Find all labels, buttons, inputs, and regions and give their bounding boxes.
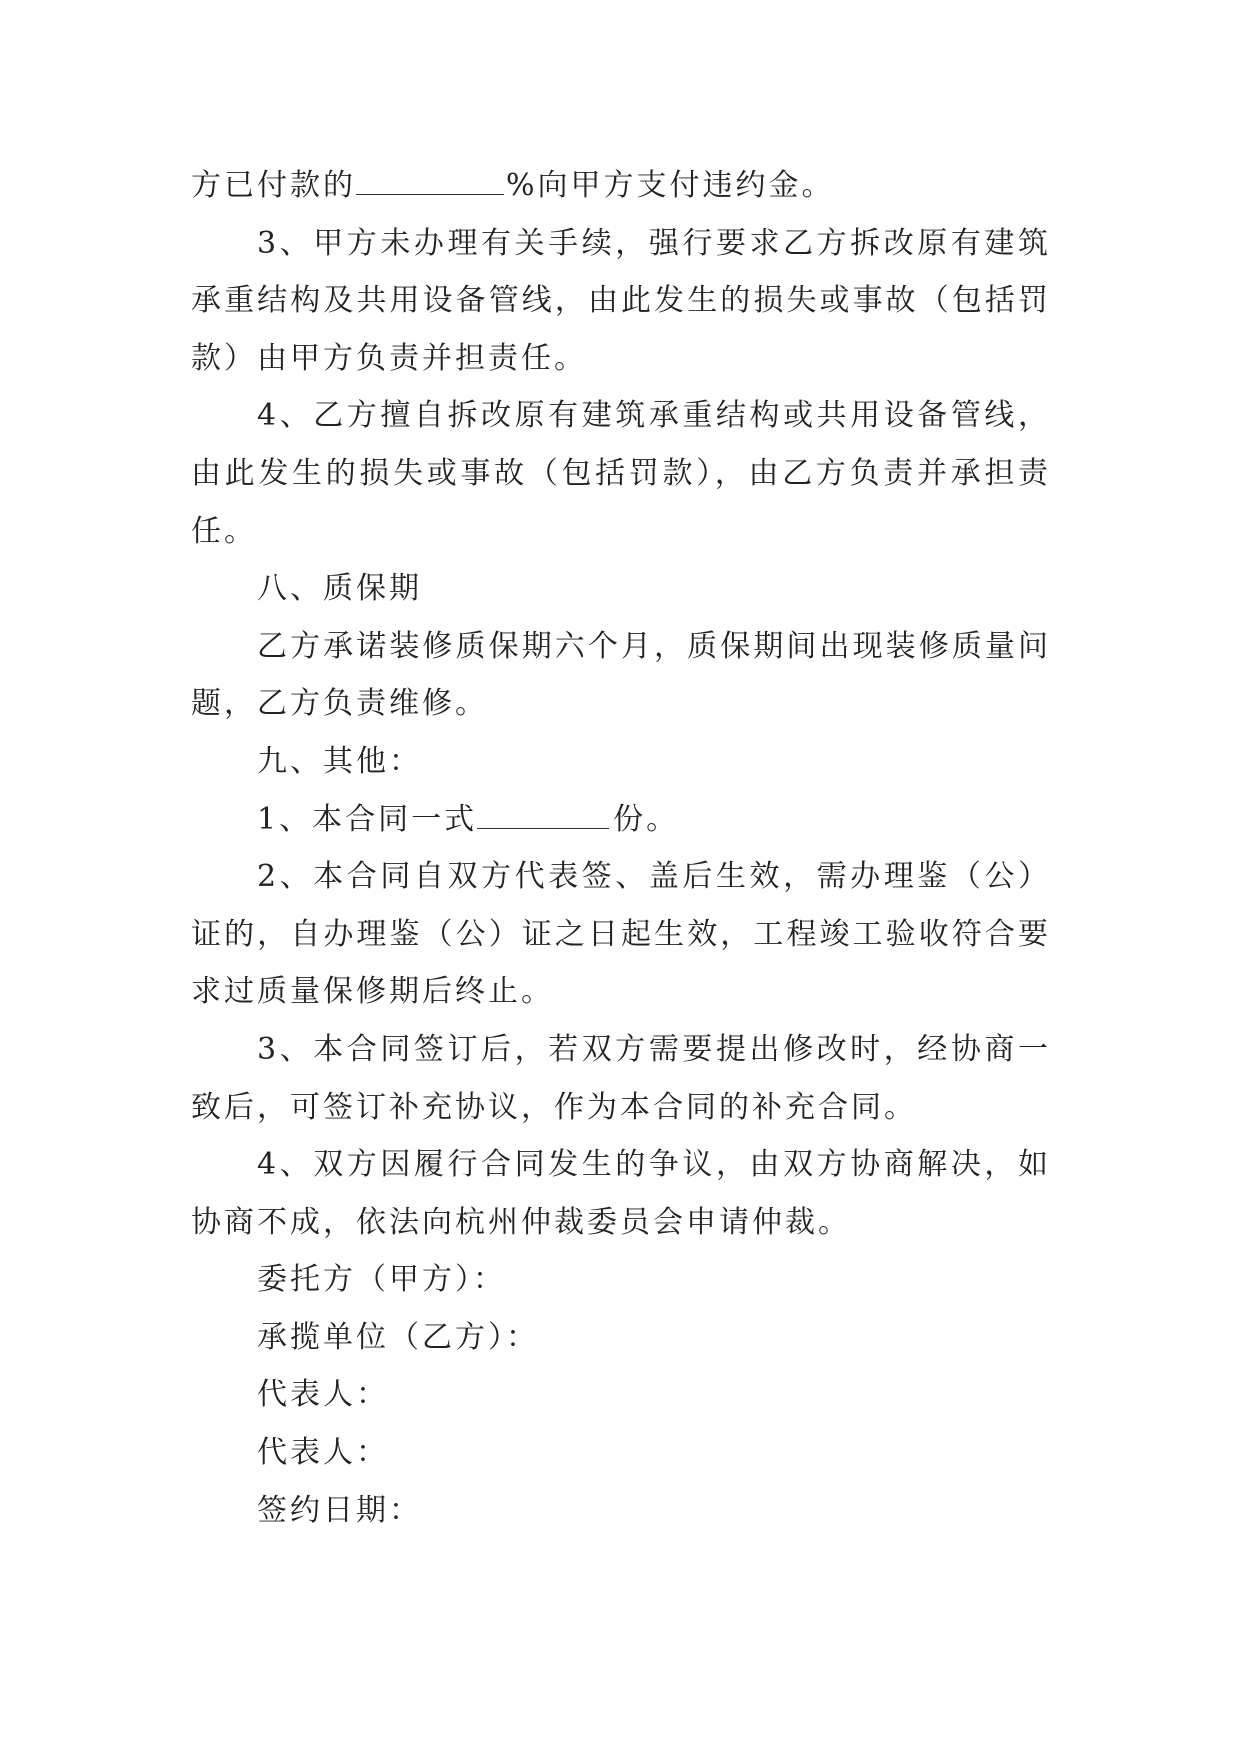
penalty-text-before: 方已付款的 xyxy=(191,168,356,203)
other-item-amendment: 3、本合同签订后，若双方需要提出修改时，经协商一致后，可签订补充协议，作为本合同的补充合同。 xyxy=(191,1031,1051,1125)
other-item-copies xyxy=(191,791,1051,849)
section-heading-other: 九、其他： xyxy=(257,743,422,779)
copies-text-after: 份。 xyxy=(613,801,680,837)
signature-date: 签约日期： xyxy=(257,1492,422,1528)
document-body xyxy=(191,157,1051,1539)
clause-party-b-liability: 4、乙方擅自拆改原有建筑承重结构或共用设备管线，由此发生的损失或事故（包括罚款），由乙方负责并承担责任。 xyxy=(191,398,1051,549)
copies-text-before: 1、本合同一式 xyxy=(257,801,478,837)
penalty-text-after: %向甲方支付违约金。 xyxy=(506,168,835,203)
signature-representative-2: 代表人： xyxy=(257,1435,389,1471)
penalty-paragraph xyxy=(191,157,1051,215)
other-item-effective: 2、本合同自双方代表签、盖后生效，需办理鉴（公）证的，自办理鉴（公）证之日起生效，工程竣工验收符合要求过质量保修期后终止。 xyxy=(191,859,1051,1010)
warranty-paragraph: 乙方承诺装修质保期六个月，质保期间出现装修质量问题，乙方负责维修。 xyxy=(191,628,1051,722)
section-heading-warranty: 八、质保期 xyxy=(257,571,422,607)
other-item-dispute: 4、双方因履行合同发生的争议，由双方协商解决，如协商不成，依法向杭州仲裁委员会申请仲裁。 xyxy=(191,1147,1051,1240)
signature-client: 委托方（甲方）： xyxy=(257,1262,506,1298)
signature-representative-1: 代表人： xyxy=(257,1377,389,1413)
penalty-percent-blank[interactable] xyxy=(356,164,504,195)
copies-count-blank[interactable] xyxy=(477,798,609,829)
clause-party-a-liability: 3、甲方未办理有关手续，强行要求乙方拆改原有建筑承重结构及共用设备管线，由此发生的损失或事故（包括罚款）由甲方负责并担责任。 xyxy=(191,225,1051,376)
signature-contractor: 承揽单位（乙方）： xyxy=(257,1319,539,1355)
